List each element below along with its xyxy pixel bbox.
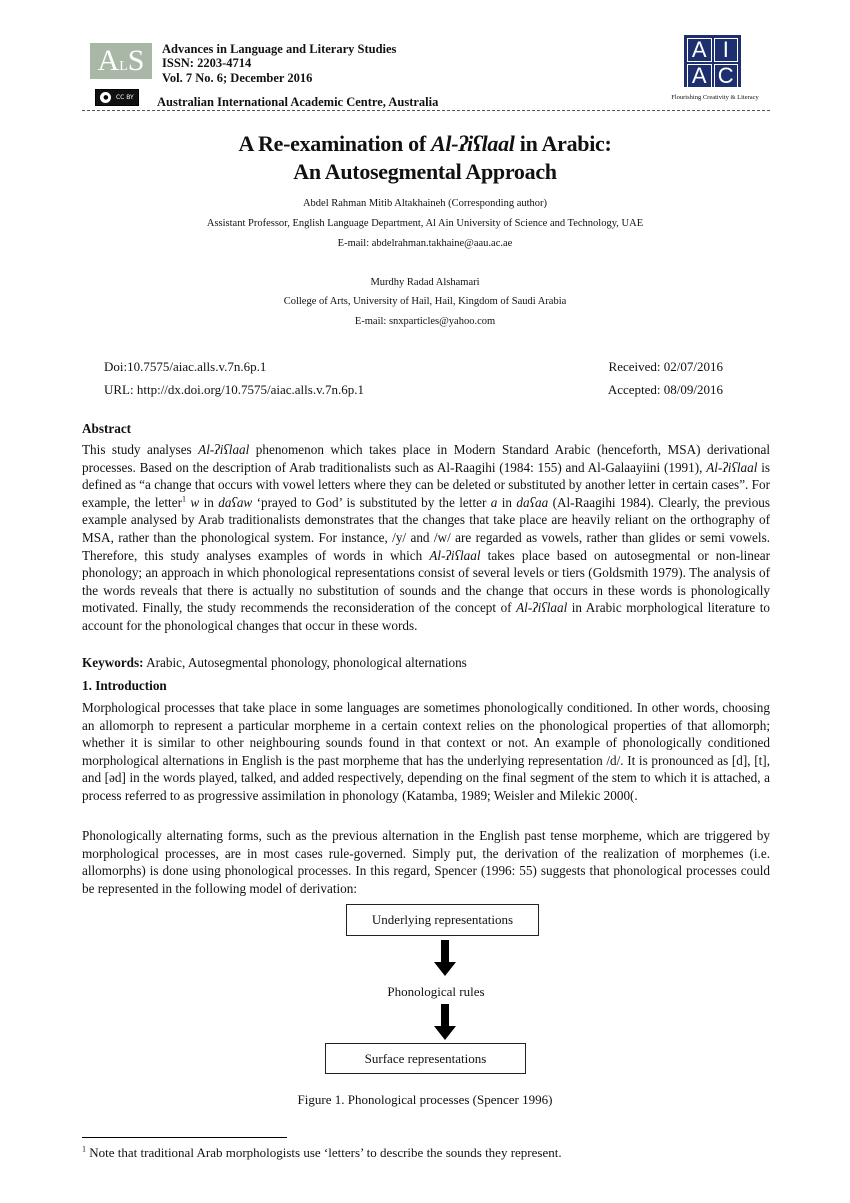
text-run: (Al-Raagihi 1984). Clearly, the previous example analysed by Arab traditionalists demonstrates that the changes that take place are heavily reliant on the orthography of MSA, rather than the phonological system. For instance, /y/ and /w/ are regarded as vowels, rather than glides or semi vowels. Therefore, this study analyses examples of words in which: [82, 494, 771, 563]
italic-term: Al-ʔiʕlaal: [516, 600, 568, 616]
italic-term: Al-ʔiʕlaal: [429, 547, 481, 563]
journal-name: Advances in Language and Literary Studies: [162, 42, 397, 56]
aiac-letter: A: [687, 64, 712, 88]
author-name: Abdel Rahman Mitib Altakhaineh (Corresponding author): [302, 198, 548, 209]
text-run: ‘prayed to God’ is substituted by the letter: [252, 494, 491, 510]
aiac-tagline: Flourishing Creativity & Literacy: [671, 94, 759, 101]
intro-paragraph: [82, 699, 770, 805]
title-text: in Arabic:: [514, 131, 612, 156]
title-italic: Al-ʔiʕlaal: [431, 131, 515, 156]
author-email: E-mail: snxparticles@yahoo.com: [354, 316, 496, 327]
keywords-label: Keywords:: [82, 655, 144, 670]
italic-term: daʕaw: [218, 494, 253, 510]
text-run: phenomenon which takes place in Modern Standard Arabic (henceforth, MSA) derivational processes. Based on the description of Arab traditionalists such as Al-Raagihi (1984: 155) and Al-Galaayiini (1991),: [82, 442, 771, 475]
intro-paragraph: [82, 827, 770, 897]
down-arrow-icon: [435, 940, 455, 976]
figure-caption: Figure 1. Phonological processes (Spencer 1996): [297, 1092, 553, 1107]
text-run: is defined as “a change that occurs with vowel letters where they can be deleted or substituted by another letter in certain cases”. For example, the letter: [82, 459, 770, 510]
license-text: CC BY: [115, 94, 134, 101]
abstract-text: [82, 441, 770, 635]
text-run: Morphological processes that take place in some languages are sometimes phonologically conditioned. In other words, choosing an allomorph to represent a particular morpheme in a certain context relies on the phonological properties of that allomorph; whether it is similar to other neighbouring sounds found in that context or not. An example of phonologically conditioned morphological alternations in English is the past morpheme that has the underlying representation /d/. It is pronounced as [d], [t], and [əd] in the words played, talked, and added respectively, depending on the final segment of the stem to which it is attached, a process referred to as progressive assimilation in phonology (Katamba, 1989; Weisler and Milekic 2000(.: [82, 700, 770, 803]
footnote-number: 1: [82, 1144, 86, 1154]
footnote-ref: 1: [181, 494, 186, 504]
footnote-rule: [82, 1137, 287, 1138]
received-date: Received: 02/07/2016: [608, 359, 723, 374]
text-run: in: [497, 494, 517, 510]
aiac-letter: I: [714, 38, 739, 62]
footnote: [82, 1145, 562, 1161]
aiac-letter: C: [714, 64, 739, 88]
issn: ISSN: 2203-4714: [162, 56, 252, 70]
alls-logo: ALS: [90, 43, 152, 79]
header-divider: [82, 110, 770, 111]
accepted-date: Accepted: 08/09/2016: [607, 382, 723, 397]
paper-title: [0, 130, 850, 186]
text-run: Phonologically alternating forms, such as the previous alternation in the English past tense morpheme, which are triggered by morphological processes, are in most cases rule-governed. Simply put, the derivation of the realization of morphemes (i.e. allomorphs) is done using phonological processes. In this regard, Spencer (1996: 55) suggests that phonological processes could be represented in the following model of derivation:: [82, 828, 770, 896]
author-name: Murdhy Radad Alshamari: [370, 277, 480, 288]
keywords: [82, 655, 467, 671]
doi[interactable]: Doi:10.7575/aiac.alls.v.7n.6p.1: [104, 359, 267, 374]
figure-box-underlying: Underlying representations: [346, 904, 539, 936]
italic-term: Al-ʔiʕlaal: [706, 459, 758, 475]
italic-term: Al-ʔiʕlaal: [198, 442, 250, 457]
url[interactable]: URL: http://dx.doi.org/10.7575/aiac.alls.v.7n.6p.1: [104, 382, 364, 397]
text-run: in: [199, 494, 219, 510]
italic-term: daʕaa: [516, 494, 549, 510]
keywords-text: Arabic, Autosegmental phonology, phonological alternations: [143, 655, 467, 670]
volume: Vol. 7 No. 6; December 2016: [162, 71, 313, 85]
author-affiliation: College of Arts, University of Hail, Hail, Kingdom of Saudi Arabia: [283, 296, 567, 307]
publisher: Australian International Academic Centre, Australia: [157, 95, 439, 109]
italic-term: w: [190, 494, 200, 510]
aiac-logo: [684, 35, 741, 87]
italic-term: a: [490, 494, 498, 510]
footnote-text: Note that traditional Arab morphologists use ‘letters’ to describe the sounds they represent.: [86, 1145, 562, 1160]
author-email: E-mail: abdelrahman.takhaine@aau.ac.ae: [337, 238, 513, 249]
figure-middle-label: Phonological rules: [387, 984, 485, 999]
down-arrow-icon: [435, 1004, 455, 1040]
title-line2: An Autosegmental Approach: [293, 159, 557, 184]
by-person-icon: ●: [100, 92, 111, 103]
title-text: A Re-examination of: [238, 131, 432, 156]
text-run: in Arabic morphological literature to account for the phonological changes that occur in these words.: [82, 600, 770, 633]
cc-license-badge: [95, 89, 139, 106]
aiac-letter: A: [687, 38, 712, 62]
abstract-heading: Abstract: [82, 421, 132, 436]
text-run: takes place based on autosegmental or non-linear phonology; an approach in which phonological representations consist of several levels or tiers (Goldsmith 1979). The analysis of the words reveals that there is actually no substitution of sounds and the change that occurs in these words is phonologically motivated. Finally, the study recommends the reconsideration of the concept of: [82, 547, 770, 616]
section-heading: 1. Introduction: [82, 678, 167, 693]
author-affiliation: Assistant Professor, English Language Department, Al Ain University of Science and Technology, UAE: [206, 218, 644, 229]
figure-box-surface: Surface representations: [325, 1043, 526, 1074]
text-run: This study analyses: [82, 442, 199, 457]
